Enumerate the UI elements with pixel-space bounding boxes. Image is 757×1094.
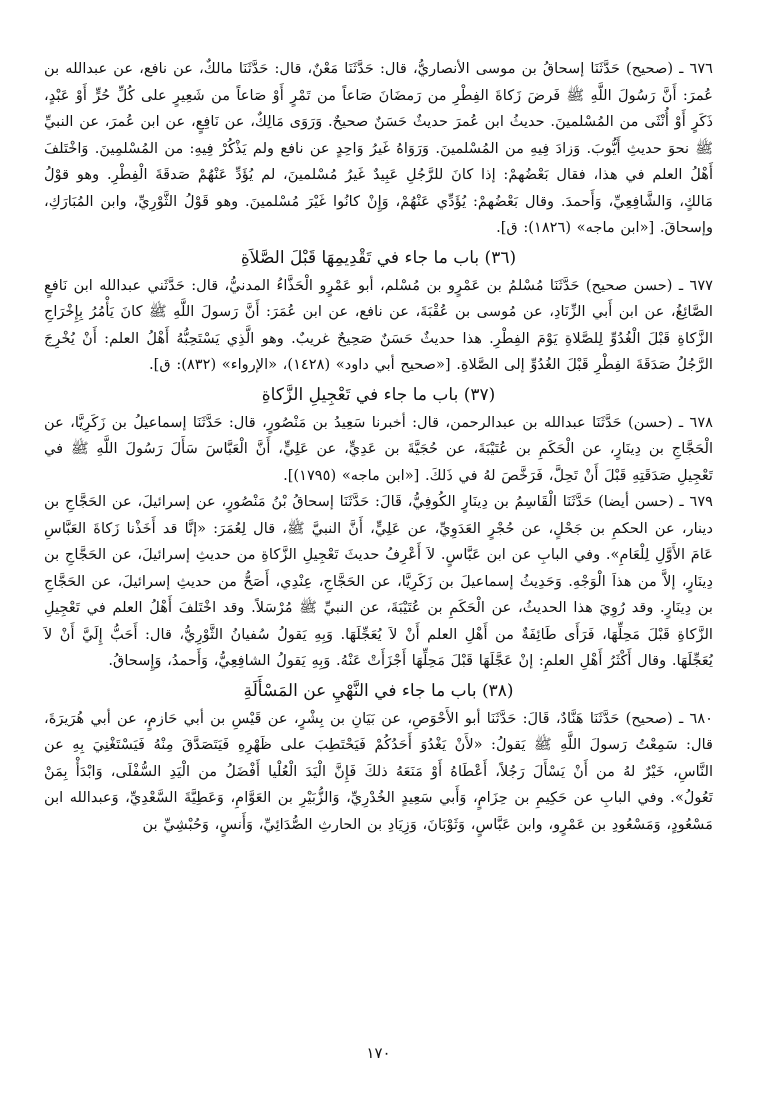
hadith-680-paragraph: ٦٨٠ ـ (صحيح) حَدَّثَنَا هَنَّادٌ، قَالَ: حَدَّثَنَا أبو الأَحْوَصِ، عن بَيَانِ بن بِشْرٍ، عن قَيْسِ بن أبي حَازمٍ، عن أبي هُرَيرَةَ، قال: سَمِعْتُ رَسولَ اللَّهِ ﷺ يَقولُ: «لأَنْ يَغْدُوَ أَحَدُكُمْ فَيَحْتَطِبَ على ظَهْرِهِ فَيَتَصَدَّقَ مِنْهُ فَيَسْتَغْنِيَ بِهِ عن النَّاسِ، خَيْرٌ لهُ من أَنْ يَسْأَلَ رَجُلاً، أَعْطَاهُ أَوْ مَنَعَهُ ذلكَ فَإِنَّ الْيَدَ الْعُلْيا أَفْضَلُ من الْيَدِ السُّفْلَى، وَابْدَأْ بِمَنْ تَعُولُ». وفي البابِ عن حَكِيمِ بن حِزَامٍ، وَأَبي سَعِيدٍ الخُدْرِيِّ، وَالزُّبَيْرِ بن العَوَّامِ، وَعَطِيَّةَ السَّعْدِيِّ، وَعبدالله ابن مَسْعُودٍ، وَمَسْعُودِ بن عَمْرٍو، وابن عَبَّاسٍ، وَثَوْبَانَ، وَزِيَادِ بن الحارثِ الصُّدَائِيِّ، وَأَنسٍ، وَحُبْشِيِّ بن xyxy=(44,709,713,833)
hadith-677-paragraph: ٦٧٧ ـ (حسن صحيح) حَدَّثَنَا مُسْلمُ بن عَمْرٍو بن مُسْلم، أبو عَمْرٍو الْحَذَّاءُ المدنيُّ، قال: حَدَّثَني عبدالله ابن نَافعٍ الصَّائِغُ، عن ابن أَبي الزِّنَادِ، عن مُوسى بن عُقْبَةَ، عن نافع، عن ابن عُمَرَ: أَنَّ رَسولَ اللَّهِ ﷺ كانَ يَأْمُرُ بِإِخْرَاجِ الزَّكاةِ قَبْلَ الْغُدُوِّ لِلصَّلاةِ يَوْمَ الفِطْرِ. هذا حديثٌ حَسَنٌ صَحِيحٌ غريبٌ. وهو الَّذِي يَسْتَحِبُّهُ أَهْلُ العلم: أَنْ يُخْرِجَ الرَّجُلُ صَدَقَةَ الفِطْرِ قَبْلَ الغُدُوِّ إلى الصَّلاةِ. [«صحيح أبي داود» (١٤٢٨)، «الإرواء» (٨٣٢): ق]. xyxy=(44,276,713,373)
hadith-676-paragraph: ٦٧٦ ـ (صحيح) حَدَّثَنَا إسحاقُ بن موسى الأنصاريُّ، قال: حَدَّثَنَا مَعْنٌ، قال: حَدَّثَنَا مالكٌ، عن نافع، عن عبدالله بن عُمرَ: أَنَّ رَسُولَ اللَّهِ ﷺ فَرضَ زَكاةَ الفِطْرِ من رَمضَانَ صَاعاً من تَمْرٍ أَوْ صَاعاً من شَعِيرٍ على كُلِّ حُرٍّ أَوْ عَبْدٍ، ذَكَرٍ أَوْ أُنْثَى من المُسْلمينَ. حديثُ ابن عُمرَ حديثٌ حَسَنٌ صحيحٌ. وَرَوَى مَالِكٌ، عن نَافِعٍ، عن ابن عُمرَ، عن النبيِّ ﷺ نحوَ حديثِ أَيُّوبَ. وَزادَ فِيهِ من المُسْلمينَ. وَرَوَاهُ غَيرُ وَاحِدٍ عن نافع ولم يَذْكُرْ فِيهِ: من المُسْلمِينَ. وَاخْتَلفَ أَهْلُ العلم في هذا، فقال بَعْضُهمْ: إذا كانَ للرَّجُلِ عَبِيدٌ غَيرُ مُسْلمينَ، لم يُؤَدِّ عَنْهُمْ صَدقَةَ الْفِطْرِ. وهو قوْلُ مَالكٍ، وَالشَّافِعِيِّ، وَأَحمدَ. وقال بَعْضُهمْ: يُؤَدِّي عَنْهُمْ، وَإِنْ كانُوا غَيْرَ مُسْلمينَ. وهو قَوْلُ الثَّوْرِيِّ، وابن المُبَارَكِ، وإسحاقَ. [«ابن ماجه» (١٨٢٦): ق]. xyxy=(44,60,713,236)
chapter-37-heading: (٣٧) باب ما جاء في تَعْجِيلِ الزَّكاةِ xyxy=(261,384,496,405)
chapter-36-heading: (٣٦) باب ما جاء في تَقْدِيمِهَا قَبْلَ الصَّلاَةِ xyxy=(240,247,517,268)
hadith-678-paragraph: ٦٧٨ ـ (حسن) حَدَّثَنَا عبدالله بن عبدالرحمن، قال: أخبرنا سَعِيدُ بن مَنْصُورٍ، قال: حَدَّثَنَا إسماعيلُ بن زَكَرِيَّا، عن الْحَجَّاجِ بن دِينَارٍ، عن الْحَكَمِ بن عُتَيْبَةَ، عن حُجَيَّةَ بن عَدِيٍّ، عن عَلِيٍّ، أَنَّ الْعَبَّاسَ سَأَلَ رَسُولَ اللَّهِ ﷺ في تَعْجِيلِ صَدَقَتِهِ قَبْلَ أَنْ تَحِلَّ، فَرَخَّصَ لهُ في ذَلكَ. [«ابن ماجه» (١٧٩٥)]. xyxy=(44,413,713,484)
hadith-679-paragraph: ٦٧٩ ـ (حسن أيضا) حَدَّثَنَا الْقَاسِمُ بن دِينَارٍ الكُوفِيُّ، قَالَ: حَدَّثَنَا إسحاقُ بْنُ مَنْصُورٍ، عن إسرائيلَ، عن الحَجَّاجِ بن دينار، عن الحكمِ بن جَحْلٍ، عن حُجْرٍ العَدَوِيِّ، عن عَلِيٍّ، أَنَّ النبيَّ ﷺ، قال لِعُمَرَ: «إنَّا قد أَخَذْنا زَكاةَ العَبَّاسِ عَامَ الأَوَّلِ لِلْعَامِ». وفي البابِ عن ابن عَبَّاسٍ. لاَ أَعْرِفُ حديثَ تَعْجِيلِ الزَّكاةِ من حديثِ إسرائيلَ، عن الحَجَّاجِ بن دِينَارٍ، إلاَّ من هذاَ الْوَجْهِ. وَحَدِيثُ إسماعيلَ بن زَكَرِيَّا، عن الحَجَّاجِ، عِنْدِي، أَصَحُّ من حديثِ إسرائيلَ، عن الحَجَّاجِ بن دِينَارٍ. وقد رُوِيَ هذا الحديثُ، عن الْحَكَمِ بن عُتَيْبَةَ، عن النبيِّ ﷺ مُرْسَلاً. وقد اخْتَلفَ أَهْلُ العلم في تَعْجِيلِ الزَّكاةِ قَبْلَ مَحِلِّهَا، فَرَأَى طَائِفَةٌ من أَهْلِ العلم أَنْ لاَ يُعَجِّلَهَا. وَبِهِ يَقولُ سُفيانُ الثَّوْرِيُّ، قال: أَحَبُّ إِلَيَّ أَنْ لاَ يُعَجِّلَهَا. وقال أَكْثَرُ أَهْلِ العلمِ: إنْ عَجَّلَهَا قَبْلَ مَحِلِّهَا أَجْزَأَتْ عَنْهُ. وَبِهِ يَقولُ الشافِعِيُّ، وَأَحمدُ، وَإِسحاقُ. xyxy=(44,493,713,669)
page-number: ١٧٠ xyxy=(366,1044,391,1062)
page-body xyxy=(44,56,713,838)
chapter-38-heading: (٣٨) باب ما جاء في النَّهْيِ عن المَسْأَلَةِ xyxy=(243,680,514,701)
